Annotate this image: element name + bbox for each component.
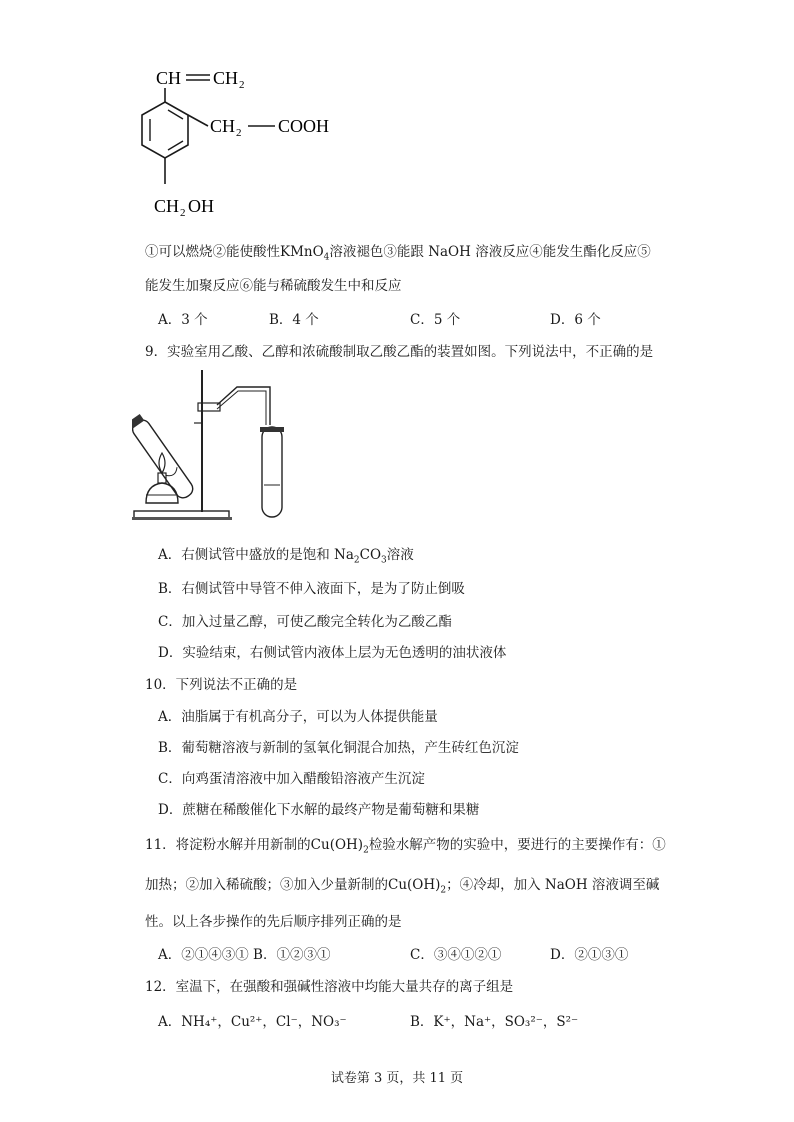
q10-stem: 10．下列说法不正确的是 [145, 677, 298, 693]
q12-option-b: B．K⁺，Na⁺，SO₃²⁻，S²⁻ [410, 1014, 579, 1030]
q10-option-b: B．葡萄糖溶液与新制的氢氧化铜混合加热，产生砖红色沉淀 [158, 740, 519, 756]
q10-option-a: A．油脂属于有机高分子，可以为人体提供能量 [158, 709, 438, 725]
q8-option-d: D．6 个 [550, 312, 601, 328]
q11-option-c: C．③④①②① [410, 947, 502, 963]
q11-line2: 加热；②加入稀硫酸；③加入少量新制的$Cu(OH)_2$；④冷却，加入 NaOH 溶液调至碱 [145, 877, 660, 896]
svg-text:2: 2 [236, 127, 242, 139]
q9-option-a: A．右侧试管中盛放的是饱和 $Na_2CO_3$溶液 [158, 547, 414, 566]
q8-line1: ①可以燃烧②能使酸性KMnO$_4$溶液褪色③能跟 NaOH 溶液反应④能发生酯化反应⑤ [145, 244, 651, 263]
q9-option-d: D．实验结束，右侧试管内液体上层为无色透明的油状液体 [158, 645, 507, 661]
svg-text:CH: CH [213, 68, 239, 88]
page-footer: 试卷第 3 页，共 11 页 [330, 1071, 464, 1086]
ester-apparatus-diagram [132, 365, 302, 525]
q12-option-a: A．NH₄⁺，Cu²⁺，Cl⁻，NO₃⁻ [158, 1014, 347, 1030]
q9-option-b: B．右侧试管中导管不伸入液面下，是为了防止倒吸 [158, 581, 465, 597]
q10-option-d: D．蔗糖在稀酸催化下水解的最终产物是葡萄糖和果糖 [158, 802, 480, 818]
svg-text:OH: OH [188, 196, 214, 216]
svg-text:2: 2 [180, 207, 186, 219]
q11-option-ab: A．②①④③① B．①②③① [158, 947, 331, 963]
q9-stem: 9．实验室用乙酸、乙醇和浓硫酸制取乙酸乙酯的装置如图。下列说法中，不正确的是 [145, 344, 654, 360]
q11-line1: 11．将淀粉水解并用新制的$Cu(OH)_2$检验水解产物的实验中，要进行的主要操作有：① [145, 837, 666, 856]
q8-option-a: A．3 个 [158, 312, 208, 328]
vinyl-group: CH [156, 68, 182, 88]
q12-stem: 12．室温下，在强酸和强碱性溶液中均能大量共存的离子组是 [145, 979, 514, 995]
q10-option-c: C．向鸡蛋清溶液中加入醋酸铅溶液产生沉淀 [158, 771, 425, 787]
q8-option-b: B．4 个 [269, 312, 319, 328]
q11-line3: 性。以上各步操作的先后顺序排列正确的是 [145, 914, 402, 930]
q8-line2: 能发生加聚反应⑥能与稀硫酸发生中和反应 [145, 278, 402, 294]
structural-formula [120, 60, 360, 220]
q11-option-d: D．②①③① [550, 947, 629, 963]
q8-option-c: C．5 个 [410, 312, 461, 328]
hydroxymethyl-group: CH [154, 196, 180, 216]
svg-text:COOH: COOH [278, 116, 330, 136]
acetic-acid-group: CH [210, 116, 236, 136]
q9-option-c: C．加入过量乙醇，可使乙酸完全转化为乙酸乙酯 [158, 614, 452, 630]
svg-text:2: 2 [239, 79, 245, 91]
